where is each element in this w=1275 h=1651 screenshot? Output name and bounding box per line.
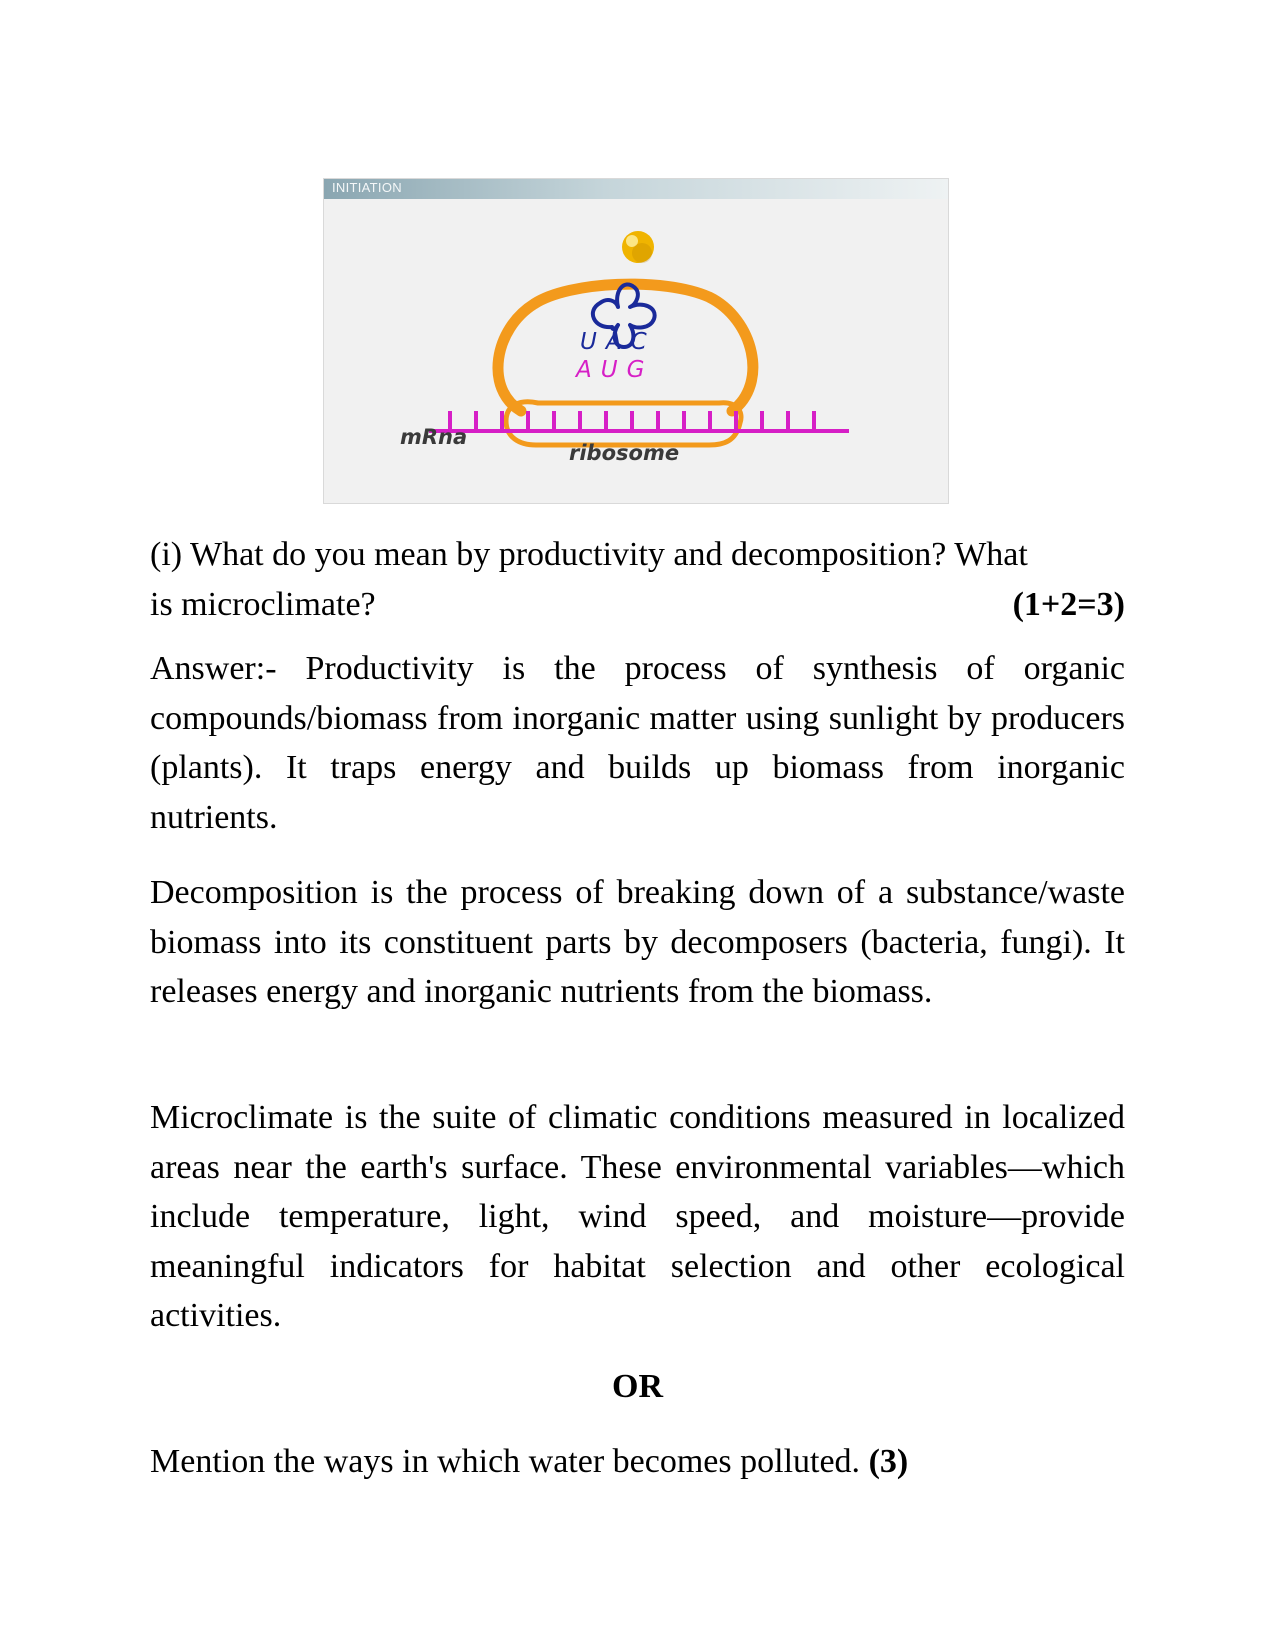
or-heading: OR [612,1368,663,1405]
question-1 [150,530,1125,629]
answer-paragraph-2: Decomposition is the process of breaking down of a substance/waste biomass into its constituent parts by decomposers (bacteria, fungi). It releases energy and inorganic nutrients from the biomass. [150,874,1125,1010]
question-1-line-2: is microclimate? [150,585,376,623]
question-2 [150,1437,1125,1487]
mrna-label: mRna [400,425,468,449]
anticodon-label: UAC [580,329,656,355]
question-2-text: Mention the ways in which water becomes polluted. [150,1443,861,1480]
ribosome-label: ribosome [569,441,680,465]
figure-banner-label: INITIATION [332,180,402,195]
question-1-line-1: (i) What do you mean by productivity and decomposition? What [150,536,1028,573]
translation-initiation-figure [323,178,949,504]
codon-label: AUG [576,357,654,383]
ribosome-small-subunit [506,402,741,445]
answer-paragraph-1-block [150,644,1125,842]
answer-paragraph-3-block [150,1093,1125,1341]
question-1-marks: (1+2=3) [1012,585,1125,623]
question-2-marks: (3) [868,1443,909,1480]
answer-paragraph-1: Answer:- Productivity is the process of synthesis of organic compounds/biomass from inorganic matter using sunlight by producers (plants). It traps energy and builds up biomass from inorganic nutrients. [150,650,1125,836]
answer-paragraph-2-block [150,868,1125,1017]
question-1-line-2-row [150,580,1125,630]
answer-paragraph-3: Microclimate is the suite of climatic conditions measured in localized areas near the earth's surface. These environmental variables—which include temperature, light, wind speed, and moisture—provide meaningful indicators for habitat selection and other ecological activities. [150,1099,1125,1334]
